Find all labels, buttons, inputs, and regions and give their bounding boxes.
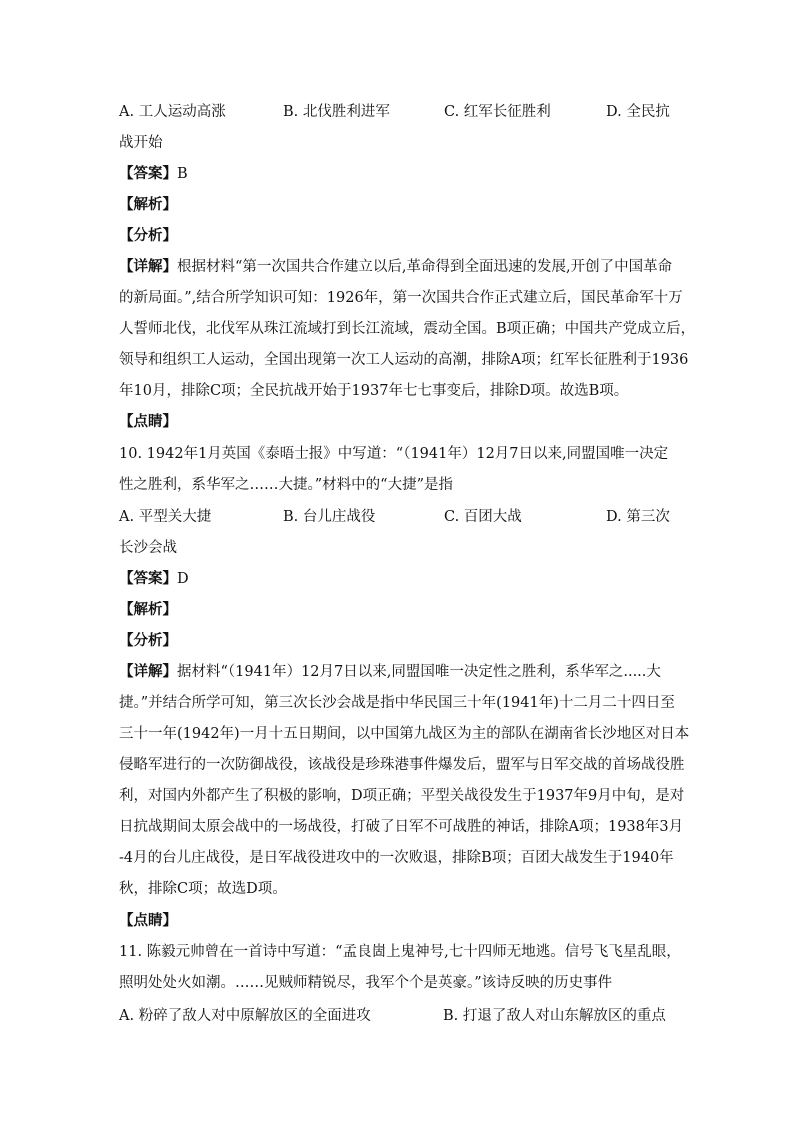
xiangjie-text: 根据材料“第一次国共合作建立以后,革命得到全面迅速的发展,开创了中国革命 — [177, 259, 673, 275]
q10-fenxi-heading: 【分析】 — [119, 632, 177, 649]
q9-fenxi-heading: 【分析】 — [119, 227, 177, 244]
q10-option-b: B. 台儿庄战役 — [283, 509, 376, 525]
q11-option-b: B. 打退了敌人对山东解放区的重点 — [443, 1008, 666, 1024]
q10-xiangjie-line-5: 利，对国内外都产生了积极的影响，D项正确；平型关战役发生于1937年9月中旬，是对 — [119, 788, 685, 804]
q10-dianjing-heading: 【点睛】 — [119, 912, 177, 929]
answer-value: D — [177, 571, 189, 587]
answer-label: 【答案】 — [119, 165, 177, 182]
q10-xiangjie-line-4: 侵略军进行的一次防御战役，该战役是珍珠港事件爆发后，盟军与日军交战的首场战役胜 — [119, 757, 685, 773]
q11-stem-line-2: 照明处处火如潮。……见贼师精锐尽，我军个个是英豪。”该诗反映的历史事件 — [119, 975, 613, 991]
q10-jiexi-heading: 【解析】 — [119, 601, 177, 618]
q10-stem-line-2: 性之胜利，系华军之……大捷。”材料中的“大捷”是指 — [119, 477, 453, 493]
q10-answer — [119, 569, 189, 589]
q9-answer — [119, 164, 188, 184]
xiangjie-label: 【详解】 — [119, 258, 177, 275]
answer-label: 【答案】 — [119, 570, 177, 587]
q9-option-c: C. 红军长征胜利 — [444, 104, 551, 120]
q10-xiangjie-line-7: -4月的台儿庄战役，是日军战役进攻中的一次败退，排除B项；百团大战发生于1940年 — [119, 850, 674, 866]
q10-option-a: A. 平型关大捷 — [119, 509, 212, 525]
xiangjie-label: 【详解】 — [119, 663, 177, 680]
q9-option-a: A. 工人运动高涨 — [119, 104, 226, 120]
q10-xiangjie-line-3: 三十一年(1942年)一月十五日期间，以中国第九战区为主的部队在湖南省长沙地区对日本 — [119, 726, 690, 742]
q10-xiangjie-line-8: 秋，排除C项；故选D项。 — [119, 881, 287, 897]
q10-option-c: C. 百团大战 — [444, 509, 522, 525]
xiangjie-text: 据材料“（1941年）12月7日以来,同盟国唯一决定性之胜利，系华军之.....大 — [177, 664, 661, 680]
q9-jiexi-heading: 【解析】 — [119, 196, 177, 213]
q9-xiangjie-line-4: 领导和组织工人运动，全国出现第一次工人运动的高潮，排除A项；红军长征胜利于1936 — [119, 352, 689, 368]
q10-option-wrap: 长沙会战 — [119, 540, 177, 556]
q10-option-d: D. 第三次 — [606, 509, 670, 525]
q9-xiangjie-line-5: 年10月，排除C项；全民抗战开始于1937年七七事变后，排除D项。故选B项。 — [119, 383, 629, 399]
q9-option-d: D. 全民抗 — [606, 104, 670, 120]
answer-value: B — [177, 166, 188, 182]
q10-xiangjie-line-1 — [119, 662, 661, 682]
q9-xiangjie-line-3: 人誓师北伐，北伐军从珠江流域打到长江流域，震动全国。B项正确；中国共产党成立后， — [119, 321, 696, 337]
q10-xiangjie-line-6: 日抗战期间太原会战中的一场战役，打破了日军不可战胜的神话，排除A项；1938年3月 — [119, 819, 684, 835]
q9-option-b: B. 北伐胜利进军 — [283, 104, 390, 120]
q9-option-wrap: 战开始 — [119, 135, 163, 151]
q11-option-a: A. 粉碎了敌人对中原解放区的全面进攻 — [119, 1008, 371, 1024]
q10-stem-line-1: 10. 1942年1月英国《泰晤士报》中写道：“（1941年）12月7日以来,同盟国唯一决定 — [119, 446, 669, 462]
q11-stem-line-1: 11. 陈毅元帅曾在一首诗中写道：“孟良崮上鬼神号,七十四师无地逃。信号飞飞星乱眼， — [119, 944, 681, 960]
q9-xiangjie-line-1 — [119, 257, 672, 277]
q9-dianjing-heading: 【点睛】 — [119, 413, 177, 430]
q9-xiangjie-line-2: 的新局面。”,结合所学知识可知：1926年，第一次国共合作正式建立后，国民革命军十万 — [119, 290, 683, 306]
q10-xiangjie-line-2: 捷。”并结合所学可知，第三次长沙会战是指中华民国三十年(1941年)十二月二十四日至 — [119, 695, 675, 711]
